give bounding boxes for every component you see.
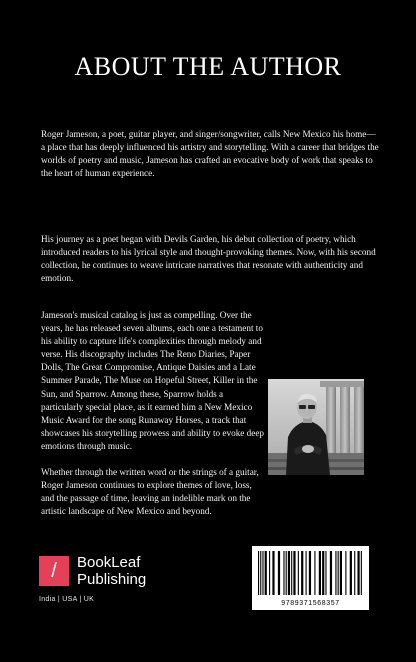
barcode-bar: [354, 551, 355, 595]
bio-paragraph-2: His journey as a poet began with Devils Garden, his debut collection of poetry, which introduced readers to his lyrical style and thought-provoking themes. Now, with his second collection, he continues to weave intricate narratives that resonate with authenticity and emotion.: [41, 234, 376, 284]
isbn-number: 9789371568357: [281, 600, 340, 607]
barcode-bar: [278, 551, 280, 595]
barcode-bar: [361, 551, 362, 595]
barcode-bar: [293, 551, 295, 595]
barcode-bar: [272, 551, 274, 595]
barcode-bars: [258, 551, 363, 595]
barcode-bar: [319, 551, 321, 595]
publisher-name-line2: Publishing: [77, 571, 147, 588]
barcode-bar: [338, 551, 339, 595]
isbn-barcode: [252, 546, 369, 610]
barcode-bar: [345, 551, 346, 595]
publisher-regions: India | USA | UK: [39, 596, 95, 603]
author-photo: [268, 379, 364, 475]
page-title: ABOUT THE AUTHOR: [74, 52, 342, 81]
barcode-bar: [314, 551, 315, 595]
barcode-bar: [357, 551, 359, 595]
publisher-name-line1: BookLeaf: [77, 554, 141, 571]
author-photo-image: [268, 379, 364, 475]
barcode-bar: [350, 551, 352, 595]
bio-paragraph-4: Whether through the written word or the strings of a guitar, Roger Jameson continues to explore themes of love, loss, and the passage of time, leaving an indelible mark on the artistic landscape of New Mexico and beyond.: [41, 467, 259, 517]
barcode-bar: [301, 551, 303, 595]
barcode-bar: [309, 551, 311, 595]
barcode-bar: [286, 551, 287, 595]
barcode-bar: [340, 551, 342, 595]
bio-paragraph-1: Roger Jameson, a poet, guitar player, and singer/songwriter, calls New Mexico his home—a place that has deeply influenced his artistry and storytelling. With a career that bridges the worlds of poetry and music, Jameson has crafted an evocative body of work that speaks to the heart of human experience.: [41, 129, 379, 179]
barcode-bar: [283, 551, 284, 595]
barcode-bar: [322, 551, 324, 595]
barcode-bar: [325, 551, 326, 595]
barcode-bar: [265, 551, 267, 595]
barcode-bar: [298, 551, 299, 595]
publisher-logo-mark: /: [39, 556, 69, 586]
barcode-bar: [258, 551, 259, 595]
barcode-bar: [330, 551, 332, 595]
barcode-bar: [260, 551, 261, 595]
barcode-bar: [291, 551, 292, 595]
bio-paragraph-3: Jameson's musical catalog is just as compelling. Over the years, he has released seven albums, each one a testament to his ability to capture life's complexities through melody and verse. His discography includes The Reno Diaries, Paper Dolls, The Great Compromise, Antique Daisies and a Late Summer Parade, The Muse on Hopeful Street, Killer in the Sun, and Sparrow. Among these, Sparrow holds a particularly special place, as it earned him a New Mexico Music Award for the song Runaway Horses, a track that showcases his storytelling prowess and ability to evoke deep emotions through music.: [41, 310, 265, 451]
barcode-bar: [288, 551, 290, 595]
barcode-bar: [269, 551, 270, 595]
barcode-bar: [335, 551, 336, 595]
barcode-bar: [306, 551, 307, 595]
publisher-logo: [39, 556, 159, 616]
barcode-bar: [262, 551, 263, 595]
